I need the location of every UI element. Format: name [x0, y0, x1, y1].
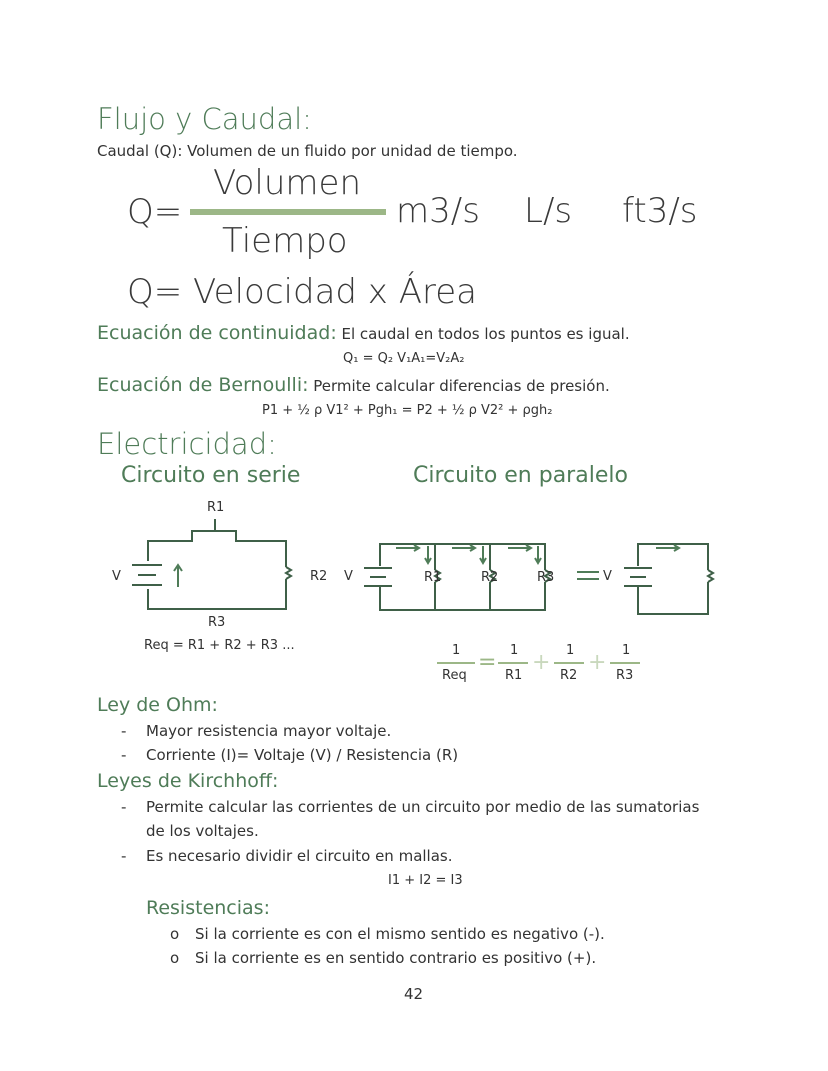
kirchhoff-title: Leyes de Kirchhoff:: [97, 770, 279, 792]
res-item-2: Si la corriente es en sentido contrario es positivo (+).: [195, 949, 597, 967]
frac-r3-bar: [610, 662, 640, 664]
bernoulli-label: Ecuación de Bernoulli:: [97, 374, 309, 396]
kirchhoff-item-2: Es necesario dividir el circuito en mallas.: [146, 847, 453, 865]
paralelo-label-r3: R3: [537, 570, 555, 585]
paralelo-label-r2: R2: [481, 570, 499, 585]
frac-r2-den: R2: [560, 668, 578, 683]
frac-r1-num: 1: [510, 643, 519, 658]
ohm-dash-1: -: [121, 722, 127, 740]
kirchhoff-item-1-line1: Permite calcular las corrientes de un circuito por medio de las sumatorias: [146, 798, 700, 816]
continuidad-text: El caudal en todos los puntos es igual.: [336, 325, 630, 343]
bernoulli-text: Permite calcular diferencias de presión.: [308, 377, 610, 395]
ohm-item-2: Corriente (I)= Voltaje (V) / Resistencia (R): [146, 746, 459, 764]
kirchhoff-dash-1: -: [121, 798, 127, 816]
fraction-numerator: Volumen: [213, 163, 362, 203]
frac-r2-num: 1: [566, 643, 575, 658]
bernoulli-formula: P1 + ½ ρ V1² + Pgh₁ = P2 + ½ ρ V2² + ρgh₂: [262, 403, 553, 418]
q-equals: Q=: [127, 192, 183, 232]
continuidad-line: [97, 322, 630, 344]
frac-plus-1: +: [532, 650, 551, 675]
unit-m3s: m3/s: [396, 191, 480, 231]
unit-ft3s: ft3/s: [622, 191, 698, 231]
frac-r3-den: R3: [616, 668, 634, 683]
paralelo-label-r1: R1: [424, 570, 442, 585]
frac-plus-2: +: [588, 650, 607, 675]
frac-r1-bar: [498, 662, 528, 664]
circuito-serie-title: Circuito en serie: [121, 463, 301, 488]
frac-req-den: Req: [442, 668, 467, 683]
page-number: 42: [404, 985, 424, 1003]
serie-label-v: V: [112, 569, 121, 584]
frac-r2-bar: [554, 662, 584, 664]
serie-label-r1: R1: [207, 500, 225, 515]
caudal-definition: Caudal (Q): Volumen de un fluido por unidad de tiempo.: [97, 142, 518, 160]
series-circuit-diagram: [100, 495, 340, 635]
section-title-flujo: Flujo y Caudal:: [97, 102, 312, 136]
ohm-item-1: Mayor resistencia mayor voltaje.: [146, 722, 392, 740]
res-bullet-2: o: [170, 949, 180, 967]
serie-label-r3: R3: [208, 615, 226, 630]
circuito-paralelo-title: Circuito en paralelo: [413, 463, 628, 488]
bernoulli-line: [97, 374, 610, 396]
kirchhoff-formula: I1 + I2 = I3: [388, 873, 463, 888]
ohm-title: Ley de Ohm:: [97, 694, 218, 716]
fraction-bar: [190, 209, 386, 215]
continuidad-label: Ecuación de continuidad:: [97, 322, 337, 344]
frac-req-bar: [437, 662, 475, 664]
paralelo-label-v: V: [344, 569, 353, 584]
kirchhoff-item-1-line2: de los voltajes.: [146, 822, 259, 840]
req-serie-formula: Req = R1 + R2 + R3 ...: [144, 638, 295, 653]
formula-velocidad-area: Q= Velocidad x Área: [127, 272, 477, 312]
kirchhoff-dash-2: -: [121, 847, 127, 865]
res-bullet-1: o: [170, 925, 180, 943]
fraction-denominator: Tiempo: [222, 221, 348, 261]
frac-equals: =: [478, 650, 497, 675]
continuidad-formula: Q₁ = Q₂ V₁A₁=V₂A₂: [343, 351, 465, 366]
serie-label-r2: R2: [310, 569, 328, 584]
res-item-1: Si la corriente es con el mismo sentido es negativo (-).: [195, 925, 605, 943]
paralelo-label-v2: V: [603, 569, 612, 584]
resistencias-title: Resistencias:: [146, 897, 270, 919]
unit-ls: L/s: [524, 191, 573, 231]
ohm-dash-2: -: [121, 746, 127, 764]
frac-req-num: 1: [452, 643, 461, 658]
frac-r1-den: R1: [505, 668, 523, 683]
section-title-electricidad: Electricidad:: [97, 427, 277, 461]
frac-r3-num: 1: [622, 643, 631, 658]
parallel-circuit-diagram: [340, 530, 730, 620]
